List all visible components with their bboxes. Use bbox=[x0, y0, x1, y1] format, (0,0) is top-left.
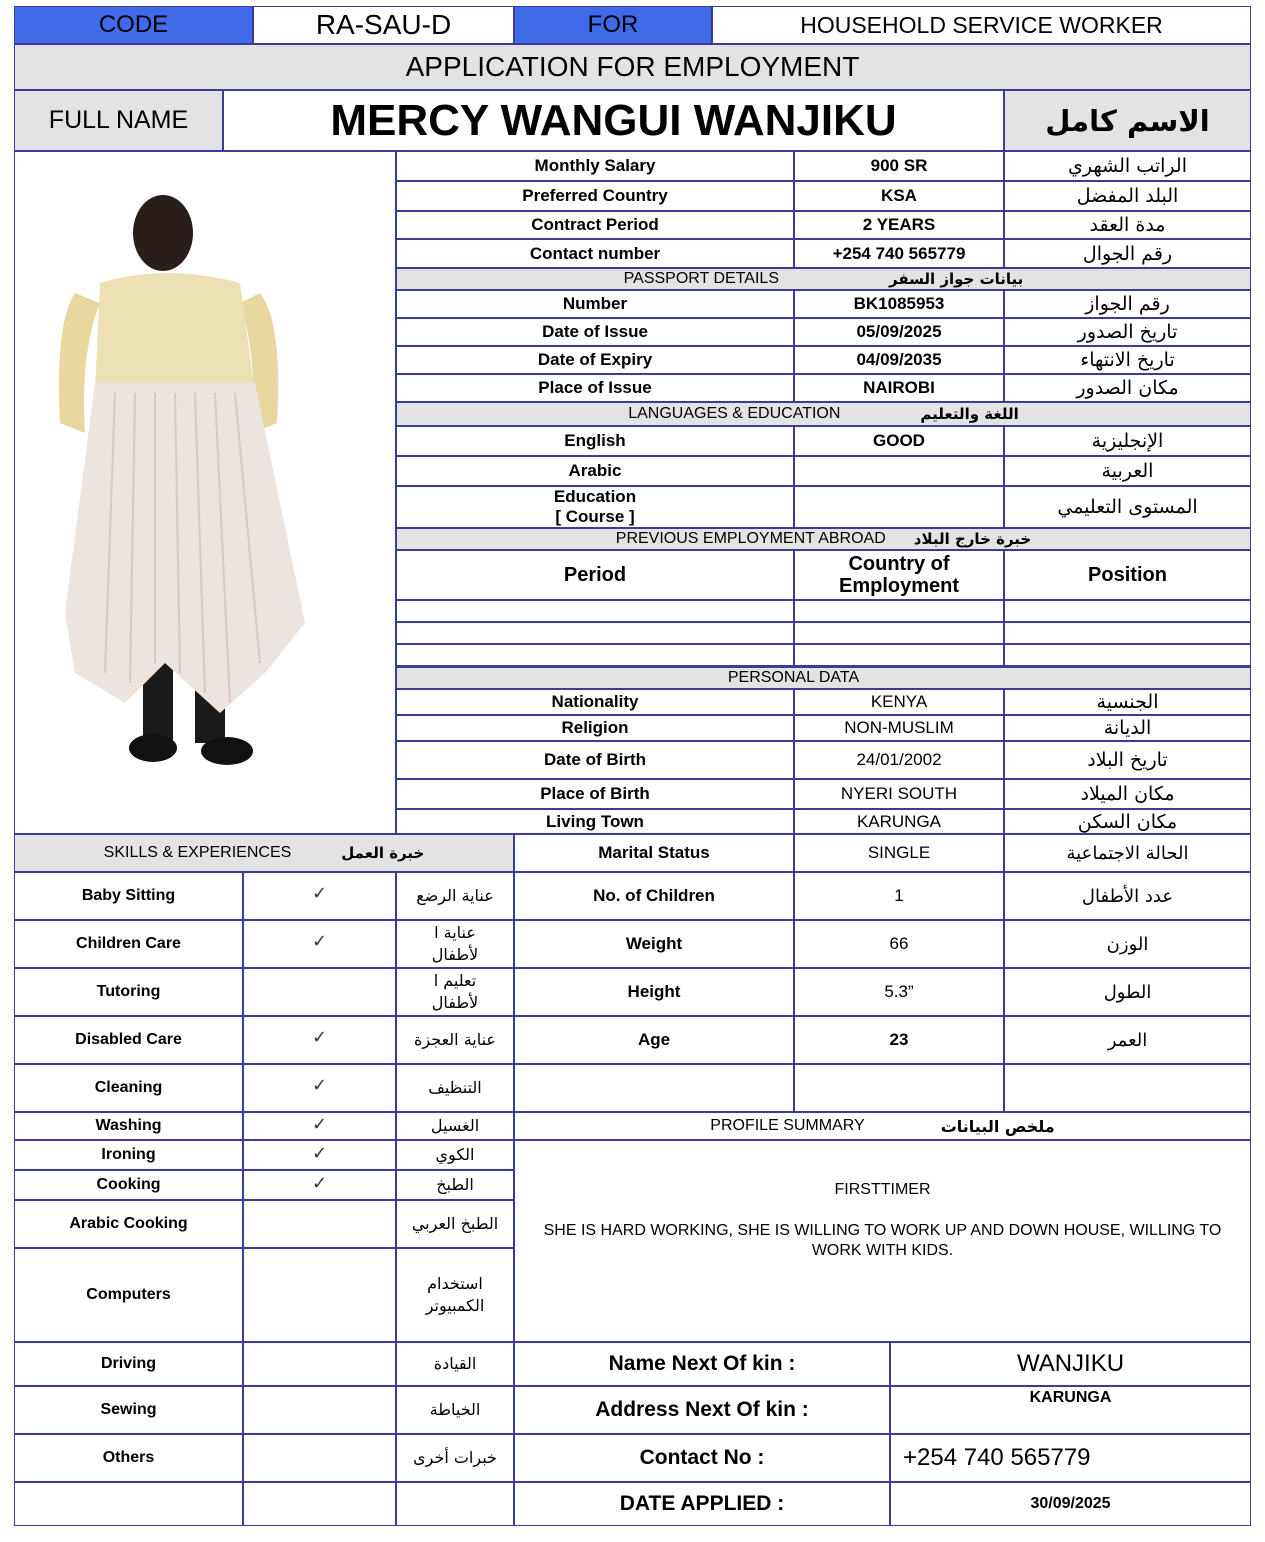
check-icon: ✓ bbox=[311, 930, 328, 952]
passport-2-arabic: تاريخ الانتهاء bbox=[1004, 346, 1251, 374]
next-of-kin-address-value: KARUNGA bbox=[890, 1386, 1251, 1434]
personal-0-arabic: الجنسية bbox=[1004, 689, 1251, 715]
passport-1-label: Date of Issue bbox=[396, 318, 794, 346]
skill-8-check bbox=[243, 1200, 396, 1248]
skill-6-arabic: الكوي bbox=[396, 1140, 514, 1170]
next-of-kin-name-value: WANJIKU bbox=[890, 1342, 1251, 1386]
education-label-line1: Education bbox=[553, 487, 637, 506]
skill-12-check bbox=[243, 1434, 396, 1482]
personal2-4-arabic: العمر bbox=[1004, 1016, 1251, 1064]
skill-2-label: Tutoring bbox=[14, 968, 243, 1016]
personal-3-label: Place of Birth bbox=[396, 779, 794, 809]
code-label: CODE bbox=[14, 6, 253, 44]
profile-summary-line2: SHE IS HARD WORKING, SHE IS WILLING TO WORK UP AND DOWN HOUSE, WILLING TO WORK WITH KIDS. bbox=[543, 1222, 1222, 1259]
profile-summary-box bbox=[514, 1140, 1251, 1342]
next-of-kin-name-label: Name Next Of kin : bbox=[514, 1342, 890, 1386]
personal2-3-value: 5.3” bbox=[794, 968, 1004, 1016]
skill-9-check bbox=[243, 1248, 396, 1342]
info-3-arabic: رقم الجوال bbox=[1004, 239, 1251, 268]
skill-0-label: Baby Sitting bbox=[14, 872, 243, 920]
date-applied-value: 30/09/2025 bbox=[890, 1482, 1251, 1526]
skill-2-check bbox=[243, 968, 396, 1016]
skill-11-check bbox=[243, 1386, 396, 1434]
personal-4-label: Living Town bbox=[396, 809, 794, 834]
code-value: RA-SAU-D bbox=[253, 6, 514, 44]
passport-1-value: 05/09/2025 bbox=[794, 318, 1004, 346]
skill-12-label: Others bbox=[14, 1434, 243, 1482]
skill-3-arabic: عناية العجزة bbox=[396, 1016, 514, 1064]
personal-data-header bbox=[396, 667, 1251, 689]
skill-6-label: Ironing bbox=[14, 1140, 243, 1170]
full-name-value: MERCY WANGUI WANJIKU bbox=[223, 90, 1004, 151]
prev-emp-col-position: Position bbox=[1004, 550, 1251, 600]
info-3-value: +254 740 565779 bbox=[794, 239, 1004, 268]
check-icon: ✓ bbox=[311, 1113, 328, 1135]
personal2-2-arabic: الوزن bbox=[1004, 920, 1251, 968]
prev-emp-row-2-position bbox=[1004, 644, 1251, 666]
personal2-2-label: Weight bbox=[514, 920, 794, 968]
personal2-1-label: No. of Children bbox=[514, 872, 794, 920]
info-0-label: Monthly Salary bbox=[396, 151, 794, 181]
personal2-4-label: Age bbox=[514, 1016, 794, 1064]
prev-emp-row-0-period bbox=[396, 600, 794, 622]
skill-4-arabic: التنظيف bbox=[396, 1064, 514, 1112]
next-of-kin-address-label: Address Next Of kin : bbox=[514, 1386, 890, 1434]
passport-0-label: Number bbox=[396, 290, 794, 318]
applicant-photo-illustration bbox=[15, 153, 395, 833]
passport-3-label: Place of Issue bbox=[396, 374, 794, 402]
prev-emp-col-period: Period bbox=[396, 550, 794, 600]
next-of-kin-contact-value: +254 740 565779 bbox=[890, 1434, 1251, 1482]
personal2-4-value: 23 bbox=[794, 1016, 1004, 1064]
skill-8-label: Arabic Cooking bbox=[14, 1200, 243, 1248]
info-2-arabic: مدة العقد bbox=[1004, 211, 1251, 239]
prev-emp-row-0-country bbox=[794, 600, 1004, 622]
skill-11-arabic: الخياطة bbox=[396, 1386, 514, 1434]
personal2-0-value: SINGLE bbox=[794, 834, 1004, 872]
skill-2-arabic: تعليم ا لأطفال bbox=[396, 968, 514, 1016]
passport-3-value: NAIROBI bbox=[794, 374, 1004, 402]
skill-5-label: Washing bbox=[14, 1112, 243, 1140]
skill-8-arabic: الطبخ العربي bbox=[396, 1200, 514, 1248]
skill-9-label: Computers bbox=[14, 1248, 243, 1342]
info-1-label: Preferred Country bbox=[396, 181, 794, 211]
date-applied-label: DATE APPLIED : bbox=[514, 1482, 890, 1526]
personal2-0-label: Marital Status bbox=[514, 834, 794, 872]
personal2-3-label: Height bbox=[514, 968, 794, 1016]
profile-summary-line1: FIRSTTIMER bbox=[834, 1181, 931, 1198]
personal-data-header-title: PERSONAL DATA bbox=[727, 669, 860, 686]
personal-0-label: Nationality bbox=[396, 689, 794, 715]
personal-4-value: KARUNGA bbox=[794, 809, 1004, 834]
passport-header-title-ar: بيانات جواز السفر bbox=[888, 270, 1024, 288]
info-1-arabic: البلد المفضل bbox=[1004, 181, 1251, 211]
applicant-photo bbox=[14, 151, 396, 834]
prev-emp-col-country: Country of Employment bbox=[794, 550, 1004, 600]
personal2-empty-label bbox=[514, 1064, 794, 1112]
skill-13-arabic bbox=[396, 1482, 514, 1526]
prev-emp-row-0-position bbox=[1004, 600, 1251, 622]
full-name-arabic: الاسم كامل bbox=[1004, 90, 1251, 151]
education-label bbox=[396, 486, 794, 528]
skill-13-label bbox=[14, 1482, 243, 1526]
personal-4-arabic: مكان السكن bbox=[1004, 809, 1251, 834]
previous-employment-header-title-ar: خبرة خارج البلاد bbox=[913, 530, 1032, 548]
skill-6-check bbox=[243, 1140, 396, 1170]
skill-10-arabic: القيادة bbox=[396, 1342, 514, 1386]
passport-2-label: Date of Expiry bbox=[396, 346, 794, 374]
info-2-label: Contract Period bbox=[396, 211, 794, 239]
info-1-value: KSA bbox=[794, 181, 1004, 211]
personal2-empty-value bbox=[794, 1064, 1004, 1112]
passport-header-title: PASSPORT DETAILS bbox=[623, 270, 779, 287]
skills-header bbox=[14, 834, 514, 872]
personal2-1-value: 1 bbox=[794, 872, 1004, 920]
skill-1-check bbox=[243, 920, 396, 968]
profile-summary-title-ar: ملخص البيانات bbox=[940, 1116, 1055, 1136]
previous-employment-header bbox=[396, 528, 1251, 550]
languages-header-title-ar: اللغة والتعليم bbox=[920, 405, 1019, 423]
check-icon: ✓ bbox=[311, 882, 328, 904]
for-label: FOR bbox=[514, 6, 712, 44]
prev-emp-row-2-country bbox=[794, 644, 1004, 666]
skill-10-check bbox=[243, 1342, 396, 1386]
skill-4-check bbox=[243, 1064, 396, 1112]
passport-0-value: BK1085953 bbox=[794, 290, 1004, 318]
prev-emp-row-1-position bbox=[1004, 622, 1251, 644]
prev-emp-row-2-period bbox=[396, 644, 794, 666]
skill-5-arabic: الغسيل bbox=[396, 1112, 514, 1140]
check-icon: ✓ bbox=[311, 1172, 328, 1194]
language-arabic-value bbox=[794, 456, 1004, 486]
prev-emp-row-1-country bbox=[794, 622, 1004, 644]
languages-header-title: LANGUAGES & EDUCATION bbox=[628, 405, 841, 422]
skill-4-label: Cleaning bbox=[14, 1064, 243, 1112]
personal-1-label: Religion bbox=[396, 715, 794, 741]
skill-7-arabic: الطبخ bbox=[396, 1170, 514, 1200]
personal-0-value: KENYA bbox=[794, 689, 1004, 715]
passport-3-arabic: مكان الصدور bbox=[1004, 374, 1251, 402]
personal2-1-arabic: عدد الأطفال bbox=[1004, 872, 1251, 920]
skill-5-check bbox=[243, 1112, 396, 1140]
language-english-value: GOOD bbox=[794, 426, 1004, 456]
personal2-3-arabic: الطول bbox=[1004, 968, 1251, 1016]
skill-11-label: Sewing bbox=[14, 1386, 243, 1434]
skill-3-label: Disabled Care bbox=[14, 1016, 243, 1064]
skills-header-title: SKILLS & EXPERIENCES bbox=[103, 844, 292, 861]
skill-12-arabic: خبرات أخرى bbox=[396, 1434, 514, 1482]
profile-summary-header bbox=[514, 1112, 1251, 1140]
skill-3-check bbox=[243, 1016, 396, 1064]
education-arabic: المستوى التعليمي bbox=[1004, 486, 1251, 528]
skill-9-arabic: استخدام الكمبيوتر bbox=[396, 1248, 514, 1342]
personal2-2-value: 66 bbox=[794, 920, 1004, 968]
next-of-kin-contact-label: Contact No : bbox=[514, 1434, 890, 1482]
personal2-0-arabic: الحالة الاجتماعية bbox=[1004, 834, 1251, 872]
personal-2-arabic: تاريخ البلاد bbox=[1004, 741, 1251, 779]
personal-3-arabic: مكان الميلاد bbox=[1004, 779, 1251, 809]
personal-2-value: 24/01/2002 bbox=[794, 741, 1004, 779]
language-english-label: English bbox=[396, 426, 794, 456]
skill-0-arabic: عناية الرضع bbox=[396, 872, 514, 920]
language-english-arabic: الإنجليزية bbox=[1004, 426, 1251, 456]
skill-10-label: Driving bbox=[14, 1342, 243, 1386]
previous-employment-header-title: PREVIOUS EMPLOYMENT ABROAD bbox=[615, 530, 886, 547]
info-3-label: Contact number bbox=[396, 239, 794, 268]
skill-7-label: Cooking bbox=[14, 1170, 243, 1200]
skill-13-check bbox=[243, 1482, 396, 1526]
check-icon: ✓ bbox=[311, 1026, 328, 1048]
passport-1-arabic: تاريخ الصدور bbox=[1004, 318, 1251, 346]
languages-header bbox=[396, 402, 1251, 426]
skills-header-title-ar: خبرة العمل bbox=[341, 844, 425, 862]
profile-summary-title: PROFILE SUMMARY bbox=[710, 1117, 865, 1134]
language-arabic-label: Arabic bbox=[396, 456, 794, 486]
page-title: APPLICATION FOR EMPLOYMENT bbox=[14, 44, 1251, 90]
personal2-empty-arabic bbox=[1004, 1064, 1251, 1112]
passport-header bbox=[396, 268, 1251, 290]
personal-1-value: NON-MUSLIM bbox=[794, 715, 1004, 741]
check-icon: ✓ bbox=[311, 1142, 328, 1164]
passport-2-value: 04/09/2035 bbox=[794, 346, 1004, 374]
full-name-label: FULL NAME bbox=[14, 90, 223, 151]
info-0-value: 900 SR bbox=[794, 151, 1004, 181]
education-label-line2: [ Course ] bbox=[555, 507, 635, 526]
personal-1-arabic: الديانة bbox=[1004, 715, 1251, 741]
info-2-value: 2 YEARS bbox=[794, 211, 1004, 239]
skill-0-check bbox=[243, 872, 396, 920]
passport-0-arabic: رقم الجواز bbox=[1004, 290, 1251, 318]
info-0-arabic: الراتب الشهري bbox=[1004, 151, 1251, 181]
skill-1-label: Children Care bbox=[14, 920, 243, 968]
personal-2-label: Date of Birth bbox=[396, 741, 794, 779]
for-value: HOUSEHOLD SERVICE WORKER bbox=[712, 6, 1251, 44]
skill-1-arabic: عناية ا لأطفال bbox=[396, 920, 514, 968]
language-arabic-arabic: العربية bbox=[1004, 456, 1251, 486]
check-icon: ✓ bbox=[311, 1074, 328, 1096]
personal-3-value: NYERI SOUTH bbox=[794, 779, 1004, 809]
education-value bbox=[794, 486, 1004, 528]
skill-7-check bbox=[243, 1170, 396, 1200]
prev-emp-row-1-period bbox=[396, 622, 794, 644]
